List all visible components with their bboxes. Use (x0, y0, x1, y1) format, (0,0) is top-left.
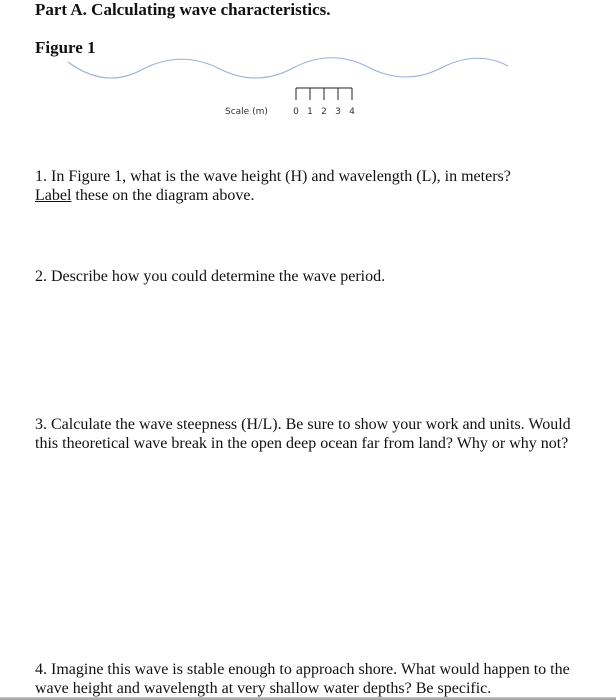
question-3-number: 3. (35, 416, 47, 433)
question-1-line1: In Figure 1, what is the wave height (H) and wavelength (L), in meters? (51, 168, 511, 185)
question-4-number: 4. (35, 661, 47, 678)
scale-tick-label-4: 4 (349, 107, 355, 117)
scale-tick-label-3: 3 (335, 107, 341, 117)
question-4-text: Imagine this wave is stable enough to approach shore. What would happen to the wave height and wavelength at very shallow water depths? Be specific. (35, 661, 570, 697)
scale-label: Scale (m) (225, 107, 268, 117)
wave-line (68, 58, 508, 78)
scale-bar (296, 88, 352, 100)
question-1-label-word: Label (35, 187, 72, 204)
question-3 (35, 415, 580, 453)
question-1-number: 1. (35, 168, 47, 185)
scale-tick-label-1: 1 (307, 107, 313, 117)
question-1-line2: these on the diagram above. (71, 187, 255, 204)
question-2 (35, 267, 595, 286)
question-2-text: Describe how you could determine the wave period. (51, 268, 386, 285)
scale-tick-label-0: 0 (293, 107, 299, 117)
part-title: Part A. Calculating wave characteristics. (35, 0, 331, 19)
question-1 (35, 167, 595, 205)
figure-title: Figure 1 (35, 38, 96, 57)
question-3-text: Calculate the wave steepness (H/L). Be sure to show your work and units. Would this theoretical wave break in the open deep ocean far from land? Why or why not? (35, 416, 571, 452)
scale-tick-label-2: 2 (321, 107, 327, 117)
question-2-number: 2. (35, 268, 47, 285)
question-4 (35, 660, 580, 698)
